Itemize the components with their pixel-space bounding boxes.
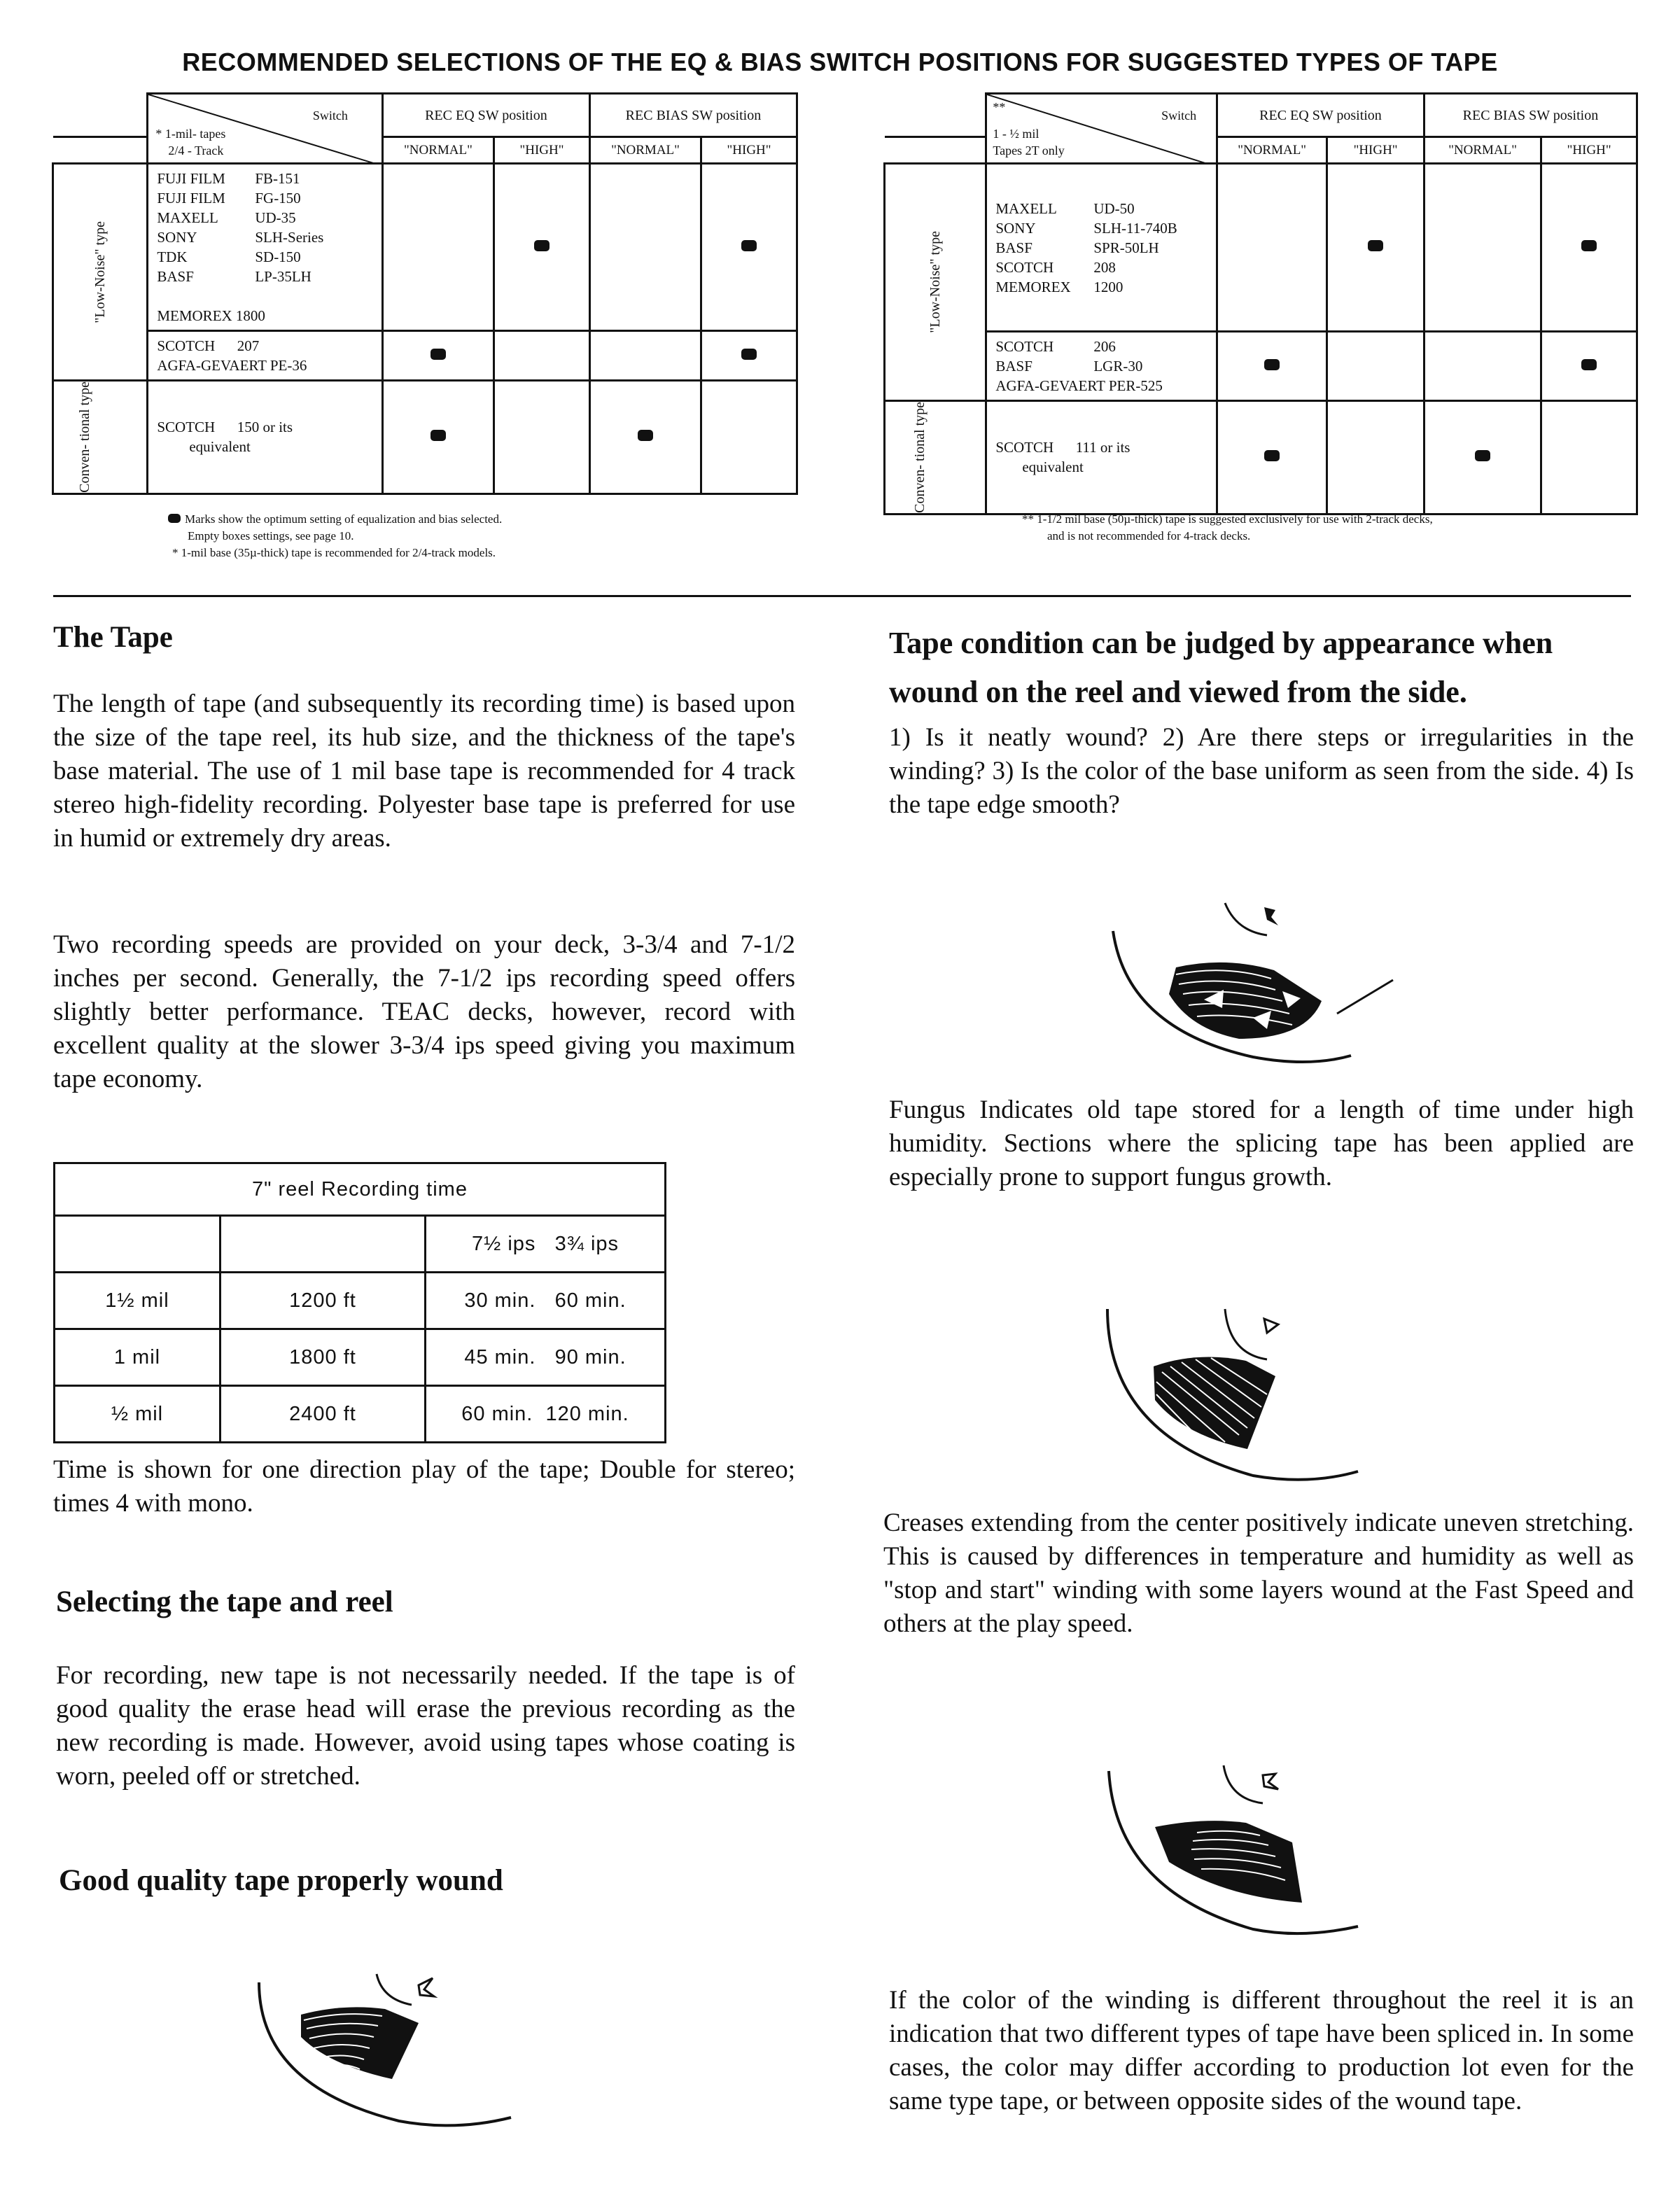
selection-mark [1581, 359, 1597, 370]
tape-row: AGFA-GEVAERT PER-525 [995, 377, 1163, 394]
tape-list [986, 332, 1217, 401]
conventional-row-label: Conven- tional type [53, 381, 148, 494]
low-noise-row-label: "Low-Noise" type [53, 164, 148, 381]
eq-high-header: "HIGH" [1327, 137, 1424, 164]
selection-mark [430, 349, 446, 360]
tape-list [148, 381, 383, 494]
left-table-corner [148, 94, 383, 164]
table-row: 1½ mil 1200 ft 30 min. 60 min. [55, 1273, 666, 1329]
tape-row: equivalent [1022, 458, 1084, 476]
selection-mark [430, 430, 446, 441]
eq-high-header: "HIGH" [494, 137, 590, 164]
corner-stars: ** [993, 100, 1006, 114]
tape-paragraph-1: The length of tape (and subsequently its recording time) is based upon the size of the tape reel, its hub size, and the thickness of the tape's base material. The use of 1 mil base tape is recommended for 4 track stereo high-fidelity recording. Polyester base tape is preferred for use in humid or extremely dry areas. [53, 690, 795, 853]
tape-row: BASF LP-35LH [157, 268, 312, 285]
tape-heading: The Tape [53, 621, 173, 654]
tape-row: MEMOREX 1200 [995, 278, 1124, 295]
conventional-row-label: Conven- tional type [885, 401, 986, 514]
left-table-notes: Marks show the optimum setting of equalization and bias selected. Empty boxes settings, see page 10. * 1-mil base (35µ-thick) tape is recommended for 2/4-track models. [168, 511, 502, 561]
tape-row: AGFA-GEVAERT PE-36 [157, 357, 307, 374]
table-row: 1 mil 1800 ft 45 min. 90 min. [55, 1329, 666, 1386]
selection-mark [741, 349, 757, 360]
tape-row: SCOTCH 208 [995, 258, 1116, 276]
eq-header: REC EQ SW position [382, 94, 589, 137]
table-row: ½ mil 2400 ft 60 min. 120 min. [55, 1386, 666, 1443]
selection-mark [638, 430, 653, 441]
right-table-corner [986, 94, 1217, 164]
tape-row: SONY SLH-11-740B [995, 219, 1177, 237]
tape-row: SCOTCH 207 [157, 337, 260, 354]
right-table-notes: ** 1-1/2 mil base (50µ-thick) tape is suggested exclusively for use with 2-track decks, and is not recommended for 4-track decks. [1022, 512, 1433, 542]
corner-tape-label: 1 - ½ mil [993, 127, 1040, 141]
low-noise-row-label: "Low-Noise" type [885, 164, 986, 401]
fungus-paragraph: Fungus Indicates old tape stored for a length of time under high humidity. Sections where the splicing tape has been applied are especially prone to support fungus growth. [889, 1096, 1634, 1191]
selection-mark [534, 240, 550, 251]
selecting-paragraph: For recording, new tape is not necessarily needed. If the tape is of good quality the erase head will erase the previous recording as the new recording is made. However, avoid using tapes whose coating is worn, peeled off or stretched. [56, 1661, 795, 1791]
tape-row: SONY SLH-Series [157, 229, 324, 246]
good-tape-heading: Good quality tape properly wound [59, 1864, 503, 1897]
bias-header: REC BIAS SW position [589, 94, 797, 137]
tape-list [986, 164, 1217, 332]
page-title: RECOMMENDED SELECTIONS OF THE EQ & BIAS SWITCH POSITIONS FOR SUGGESTED TYPES OF TAPE [182, 48, 1498, 76]
color-winding-reel-illustration [1092, 1750, 1386, 1960]
recording-table-title: 7" reel Recording time [55, 1163, 666, 1216]
tape-list [148, 164, 383, 331]
color-paragraph: If the color of the winding is different throughout the reel it is an indication that two different types of tape have been spliced in. In some cases, the color may differ according to production lot even for the same type tape, or between opposite sides of the wound tape. [889, 1986, 1634, 2115]
left-selection-table [52, 92, 798, 495]
bias-normal-header: "NORMAL" [1424, 137, 1541, 164]
speed-header: 7½ ips 3¾ ips [426, 1216, 666, 1273]
switch-label: Switch [1161, 108, 1197, 122]
creases-paragraph: Creases extending from the center positively indicate uneven stretching. This is caused by differences in temperature and humidity as well as "stop and start" winding with some layers wound at the Fast Speed and others at the play speed. [883, 1508, 1634, 1638]
tape-row: BASF LGR-30 [995, 358, 1143, 374]
bias-high-header: "HIGH" [701, 137, 797, 164]
tape-row: FUJI FILM FG-150 [157, 190, 301, 206]
switch-label: Switch [312, 108, 348, 122]
tape-row: SCOTCH 150 or its [157, 419, 293, 436]
eq-header: REC EQ SW position [1217, 94, 1424, 137]
eq-normal-header: "NORMAL" [1217, 137, 1327, 164]
condition-paragraph: 1) Is it neatly wound? 2) Are there steps or irregularities in the winding? 3) Is the color of the base uniform as seen from the side. 4) Is the tape edge smooth? [889, 723, 1634, 819]
tape-row: SCOTCH 111 or its [995, 439, 1130, 456]
selection-mark [1581, 240, 1597, 251]
eq-normal-header: "NORMAL" [382, 137, 493, 164]
right-selection-table [883, 92, 1638, 515]
tape-row: FUJI FILM FB-151 [157, 170, 300, 187]
recording-time-table [53, 1162, 666, 1443]
selection-mark [1264, 450, 1280, 461]
bias-normal-header: "NORMAL" [589, 137, 701, 164]
tape-row: SCOTCH 206 [995, 338, 1116, 355]
corner-track-label: 2/4 - Track [168, 144, 224, 158]
tape-row: MAXELL UD-50 [995, 200, 1135, 217]
tape-row: MAXELL UD-35 [157, 209, 296, 226]
bias-header: REC BIAS SW position [1424, 94, 1637, 137]
selection-mark [1475, 450, 1490, 461]
tape-row: MEMOREX 1800 [157, 307, 265, 324]
selection-mark [1264, 359, 1280, 370]
tape-row: equivalent [189, 438, 251, 456]
bias-high-header: "HIGH" [1541, 137, 1637, 164]
tape-row: BASF SPR-50LH [995, 239, 1159, 256]
selection-mark [1368, 240, 1383, 251]
creases-reel-illustration [1092, 1295, 1386, 1505]
tape-row: TDK SD-150 [157, 248, 301, 265]
mark-legend-icon [168, 514, 181, 523]
section-divider [53, 595, 1631, 597]
fungus-reel-illustration [1099, 889, 1407, 1092]
condition-heading: Tape condition can be judged by appearance when wound on the reel and viewed from the side. [889, 626, 1553, 709]
tape-list [986, 401, 1217, 514]
selecting-heading: Selecting the tape and reel [56, 1586, 393, 1618]
tape-paragraph-2: Two recording speeds are provided on your deck, 3-3/4 and 7-1/2 inches per second. Generally, the 7-1/2 ips recording speed offers slightly better performance. TEAC decks, however, record with excellent quality at the slower 3-3/4 ips speed giving you maximum tape economy. [53, 930, 795, 1093]
time-note: Time is shown for one direction play of the tape; Double for stereo; times 4 with mono. [53, 1455, 795, 1518]
corner-track-label: Tapes 2T only [993, 144, 1065, 158]
tape-list [148, 331, 383, 381]
corner-tape-label: * 1-mil- tapes [155, 127, 226, 141]
selection-mark [741, 240, 757, 251]
good-tape-reel-illustration [245, 1960, 539, 2149]
